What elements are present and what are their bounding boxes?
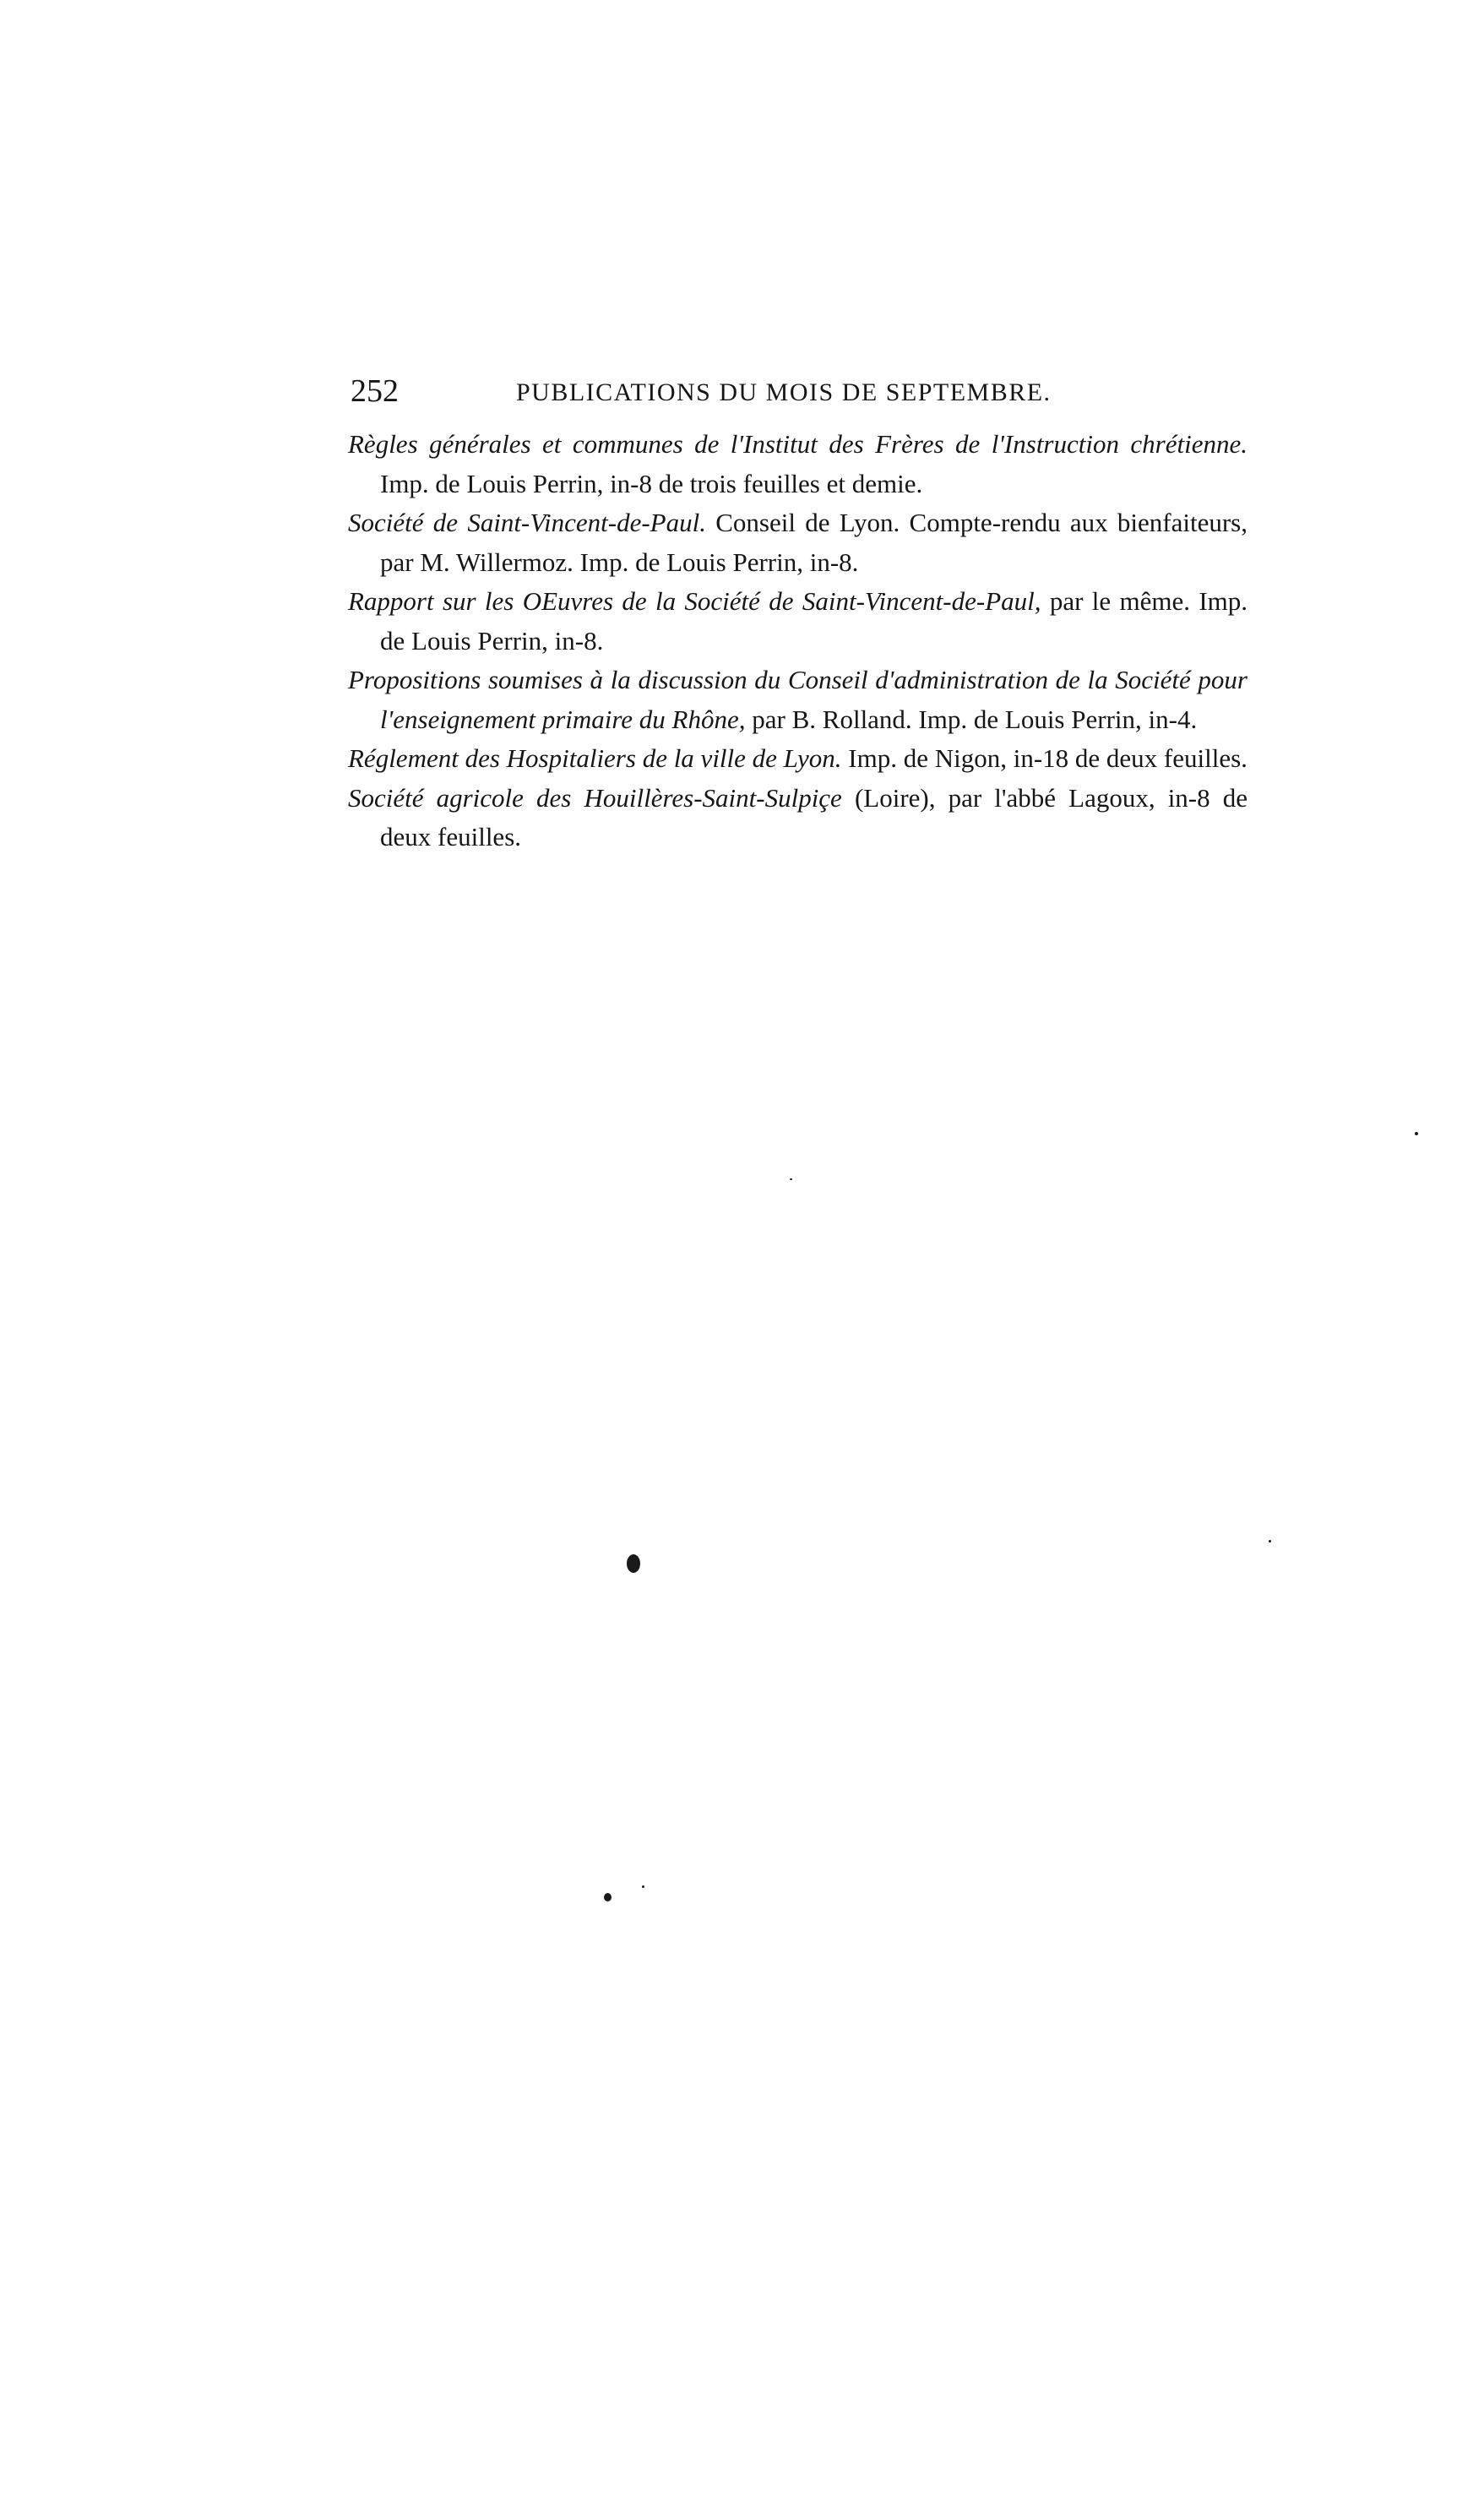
publication-entry [348, 779, 1248, 857]
publication-list [348, 425, 1248, 857]
publication-details: Imp. de Louis Perrin, in-8 de trois feuilles et demie. [380, 468, 923, 498]
running-head [351, 370, 1242, 412]
publication-entry [348, 425, 1248, 503]
publication-entry [348, 739, 1248, 779]
publication-entry [348, 503, 1248, 582]
publication-entry [348, 661, 1248, 739]
publication-title: Société de Saint-Vincent-de-Paul. [348, 508, 706, 537]
publication-details: (Loire), par l'abbé Lagoux, in-8 de deux feuilles. [380, 782, 1248, 851]
ink-speck [1415, 1132, 1418, 1135]
publication-details: par le même. Imp. de Louis Perrin, in-8. [380, 586, 1248, 656]
ink-speck [604, 1893, 612, 1901]
ink-speck [642, 1885, 644, 1888]
publication-title: Propositions soumises à la discussion du Conseil d'administration de la Société pour l'enseignement primaire du Rhône, [348, 665, 1248, 734]
publication-title: Société agricole des Houillères-Saint-Sulpiçe [348, 782, 842, 813]
ink-speck [627, 1554, 640, 1573]
ink-speck [1269, 1540, 1271, 1542]
publication-title: Rapport sur les OEuvres de la Société de Saint-Vincent-de-Paul, [348, 586, 1041, 616]
publication-title: Règles générales et communes de l'Institut des Frères de l'Instruction chrétienne. [348, 429, 1248, 459]
running-title: PUBLICATIONS DU MOIS DE SEPTEMBRE. [516, 378, 1052, 406]
publication-details: par B. Rolland. Imp. de Louis Perrin, in-4. [752, 704, 1198, 734]
publication-title: Réglement des Hospitaliers de la ville de Lyon. [348, 743, 842, 773]
publication-details: Imp. de Nigon, in-18 de deux feuilles. [848, 743, 1248, 773]
publication-details: Conseil de Lyon. Compte-rendu aux bienfaiteurs, par M. Willermoz. Imp. de Louis Perrin, in-8. [380, 508, 1248, 577]
ink-speck [790, 1178, 792, 1180]
page-number: 252 [351, 373, 399, 409]
publication-entry [348, 582, 1248, 661]
